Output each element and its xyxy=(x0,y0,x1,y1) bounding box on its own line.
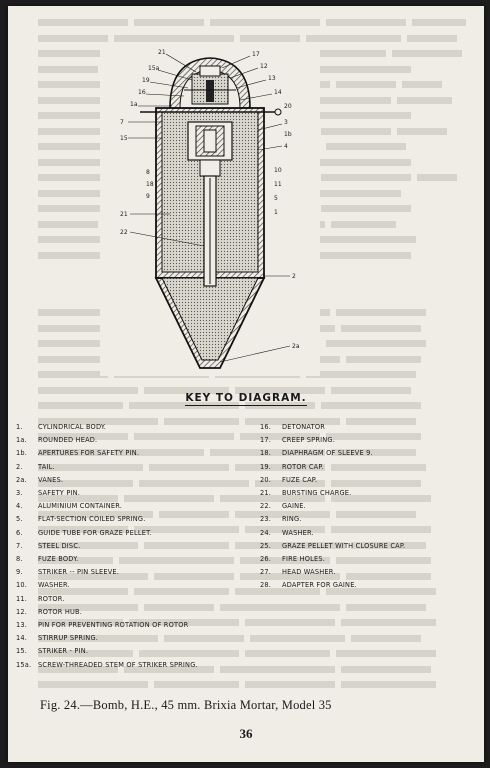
key-item-number: 4. xyxy=(16,502,23,511)
key-item xyxy=(260,434,475,447)
key-item-number: 22. xyxy=(260,502,272,511)
key-item xyxy=(16,540,266,553)
key-item-label: FUZE BODY. xyxy=(38,555,79,564)
key-item-number: 17. xyxy=(260,436,272,445)
key-item xyxy=(16,487,266,500)
label-5: 5 xyxy=(274,195,278,202)
key-item-number: 14. xyxy=(16,634,28,643)
key-item xyxy=(16,461,266,474)
key-item-label: STRIKER -- PIN SLEEVE. xyxy=(38,568,120,577)
key-item-number: 25. xyxy=(260,541,272,550)
key-item-number: 18. xyxy=(260,449,272,458)
key-item xyxy=(260,421,475,434)
key-title-text: KEY TO DIAGRAM. xyxy=(185,392,307,404)
key-item-number: 7. xyxy=(16,541,23,550)
key-item-number: 2. xyxy=(16,462,23,471)
key-item xyxy=(16,566,266,579)
key-item-number: 1. xyxy=(16,423,23,431)
page-number: 36 xyxy=(239,726,253,741)
key-item xyxy=(260,447,475,460)
key-item xyxy=(260,527,475,540)
label-7: 7 xyxy=(120,119,124,126)
label-2: 2 xyxy=(292,273,296,280)
key-item-label: STEEL DISC. xyxy=(38,541,81,550)
key-item-label: FUZE CAP. xyxy=(282,475,318,484)
label-14: 14 xyxy=(274,89,282,96)
key-item-label: ROTOR. xyxy=(38,594,65,603)
key-item xyxy=(260,579,475,592)
key-item xyxy=(16,500,266,513)
key-item xyxy=(16,606,266,619)
label-12: 12 xyxy=(260,63,268,70)
figure-caption: Fig. 24.—Bomb, H.E., 45 mm. Brixia Mortar, Model 35 xyxy=(40,698,332,712)
key-item xyxy=(260,540,475,553)
key-item-label: RING. xyxy=(282,515,302,524)
label-10: 10 xyxy=(274,167,282,174)
key-item-label: SCREW-THREADED STEM OF STRIKER SPRING. xyxy=(38,660,198,669)
key-item xyxy=(260,500,475,513)
key-item-label: VANES. xyxy=(38,475,64,484)
key-item-number: 26. xyxy=(260,555,272,564)
label-20: 20 xyxy=(284,103,292,110)
key-item xyxy=(260,553,475,566)
label-1b: 1b xyxy=(284,131,292,138)
key-item xyxy=(16,513,266,526)
key-item xyxy=(16,421,266,434)
key-item-number: 12. xyxy=(16,607,28,616)
key-item-label: SAFETY PIN. xyxy=(38,489,81,498)
key-item-number: 15a. xyxy=(16,660,32,669)
key-item xyxy=(16,434,266,447)
key-item xyxy=(260,513,475,526)
key-item-label: WASHER. xyxy=(38,581,70,590)
label-16: 16 xyxy=(138,89,146,96)
label-13: 13 xyxy=(268,75,276,82)
label-15: 15 xyxy=(120,135,128,142)
key-item-number: 2a. xyxy=(16,475,27,484)
key-item-number: 28. xyxy=(260,581,272,590)
label-15a: 15a xyxy=(148,65,160,72)
key-item-label: APERTURES FOR SAFETY PIN. xyxy=(38,449,140,458)
key-item xyxy=(16,659,266,672)
key-item-label: STRIKER - PIN. xyxy=(38,647,89,656)
key-title xyxy=(8,392,484,404)
key-item-number: 9. xyxy=(16,568,23,577)
label-3: 3 xyxy=(284,119,288,126)
key-item xyxy=(16,527,266,540)
key-item xyxy=(16,593,266,606)
label-1a: 1a xyxy=(130,101,138,108)
key-item-number: 1a. xyxy=(16,436,27,445)
key-item-label: DETONATOR xyxy=(282,423,325,431)
key-item-number: 19. xyxy=(260,462,272,471)
key-item-label: DIAPHRAGM OF SLEEVE 9. xyxy=(282,449,373,458)
key-item-label: ADAPTER FOR GAINE. xyxy=(282,581,357,590)
label-8: 8 xyxy=(146,169,150,176)
key-item-label: GUIDE TUBE FOR GRAZE PELLET. xyxy=(38,528,152,537)
bomb-cross-section-diagram xyxy=(100,46,320,376)
key-item-number: 15. xyxy=(16,647,28,656)
key-item-number: 8. xyxy=(16,555,23,564)
key-item-number: 23. xyxy=(260,515,272,524)
key-item xyxy=(260,461,475,474)
key-item xyxy=(16,632,266,645)
key-item xyxy=(16,645,266,658)
key-item xyxy=(16,619,266,632)
label-17: 17 xyxy=(252,51,260,58)
key-item xyxy=(16,474,266,487)
key-item-label: ROTOR HUB. xyxy=(38,607,83,616)
key-item-number: 24. xyxy=(260,528,272,537)
key-item-label: CYLINDRICAL BODY. xyxy=(38,423,107,431)
key-item xyxy=(260,566,475,579)
label-18: 18 xyxy=(146,181,154,188)
label-4: 4 xyxy=(284,143,288,150)
key-item xyxy=(260,474,475,487)
key-item-label: BURSTING CHARGE. xyxy=(282,489,352,498)
key-item-label: GRAZE PELLET WITH CLOSURE CAP. xyxy=(282,541,406,550)
label-19: 19 xyxy=(142,77,150,84)
key-list-left xyxy=(16,421,266,672)
key-list-right xyxy=(260,421,475,593)
key-item xyxy=(16,579,266,592)
label-22: 22 xyxy=(120,229,128,236)
label-21: 21 xyxy=(158,49,166,56)
key-item-number: 6. xyxy=(16,528,23,537)
key-item xyxy=(16,447,266,460)
key-item-number: 20. xyxy=(260,475,272,484)
key-item-label: CREEP SPRING. xyxy=(282,436,336,445)
key-item-number: 13. xyxy=(16,621,28,630)
key-item-number: 10. xyxy=(16,581,28,590)
label-1: 1 xyxy=(274,209,278,216)
key-item-label: FLAT-SECTION COILED SPRING. xyxy=(38,515,146,524)
key-item-label: ROTOR CAP. xyxy=(282,462,324,471)
key-item-label: FIRE HOLES. xyxy=(282,555,326,564)
label-11: 11 xyxy=(274,181,282,188)
label-21-body: 21 xyxy=(120,211,128,218)
key-item xyxy=(16,553,266,566)
key-item-label: PIN FOR PREVENTING ROTATION OF ROTOR xyxy=(38,621,189,630)
key-item-label: ROUNDED HEAD. xyxy=(38,436,98,445)
key-item-number: 27. xyxy=(260,568,272,577)
key-item-label: GAINE. xyxy=(282,502,306,511)
label-9: 9 xyxy=(146,193,150,200)
key-item-number: 16. xyxy=(260,423,272,431)
key-item-number: 5. xyxy=(16,515,23,524)
book-page xyxy=(8,6,484,762)
label-2a: 2a xyxy=(292,343,300,350)
key-item-label: ALUMINIUM CONTAINER. xyxy=(38,502,123,511)
key-item-number: 11. xyxy=(16,594,28,603)
key-item xyxy=(260,487,475,500)
key-item-number: 1b. xyxy=(16,449,28,458)
key-item-label: WASHER. xyxy=(282,528,314,537)
key-item-number: 3. xyxy=(16,489,23,498)
key-item-label: HEAD WASHER. xyxy=(282,568,336,577)
key-item-label: TAIL. xyxy=(38,462,55,471)
key-item-label: STIRRUP SPRING. xyxy=(38,634,99,643)
key-item-number: 21. xyxy=(260,489,272,498)
